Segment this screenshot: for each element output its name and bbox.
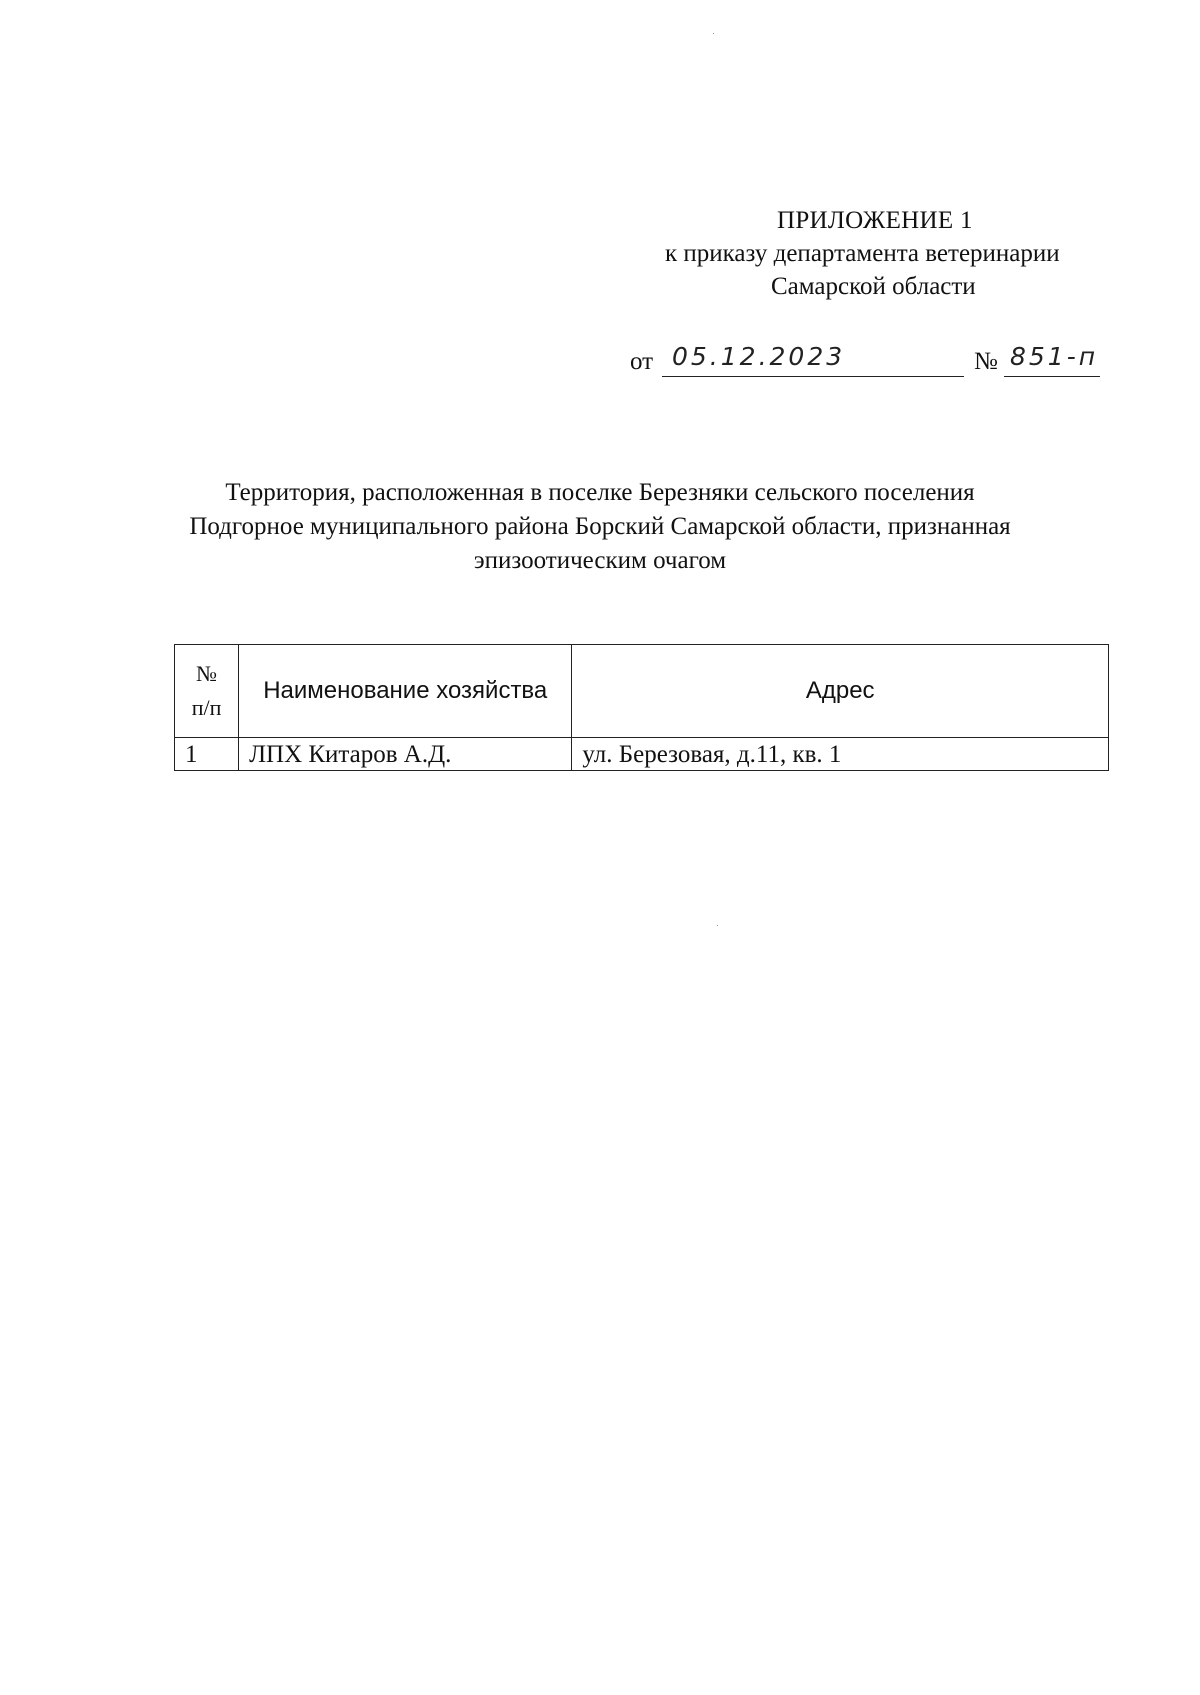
column-header-farm-name: Наименование хозяйства	[239, 645, 572, 738]
appendix-region: Самарской области	[771, 273, 976, 300]
handwritten-date: 05.12.2023	[672, 342, 846, 371]
row-address: ул. Березовая, д.11, кв. 1	[572, 738, 1109, 771]
column-header-address: Адрес	[572, 645, 1109, 738]
order-date-number	[630, 340, 1100, 380]
number-underline	[1004, 376, 1100, 377]
table-row	[175, 738, 1109, 771]
scan-speck	[717, 925, 718, 926]
row-number: 1	[175, 738, 239, 771]
document-heading	[150, 476, 1050, 578]
date-label: от	[630, 348, 654, 375]
appendix-title: ПРИЛОЖЕНИЕ 1	[777, 207, 973, 234]
table-header-row	[175, 645, 1109, 738]
column-header-number: № п/п	[175, 645, 239, 738]
appendix-block	[600, 204, 1100, 303]
farm-registry-table	[174, 644, 1109, 771]
appendix-order-ref: к приказу департамента ветеринарии	[665, 240, 1060, 267]
number-label: №	[974, 348, 998, 375]
date-underline	[662, 376, 964, 377]
heading-line: Подгорное муниципального района Борский Самарской области, признанная	[189, 513, 1011, 540]
heading-line: эпизоотическим очагом	[473, 547, 727, 574]
row-farm-name: ЛПХ Китаров А.Д.	[239, 738, 572, 771]
handwritten-number: 851-п	[1010, 342, 1099, 371]
scan-speck	[713, 33, 714, 34]
heading-line: Территория, расположенная в поселке Березняки сельского поселения	[225, 479, 975, 506]
